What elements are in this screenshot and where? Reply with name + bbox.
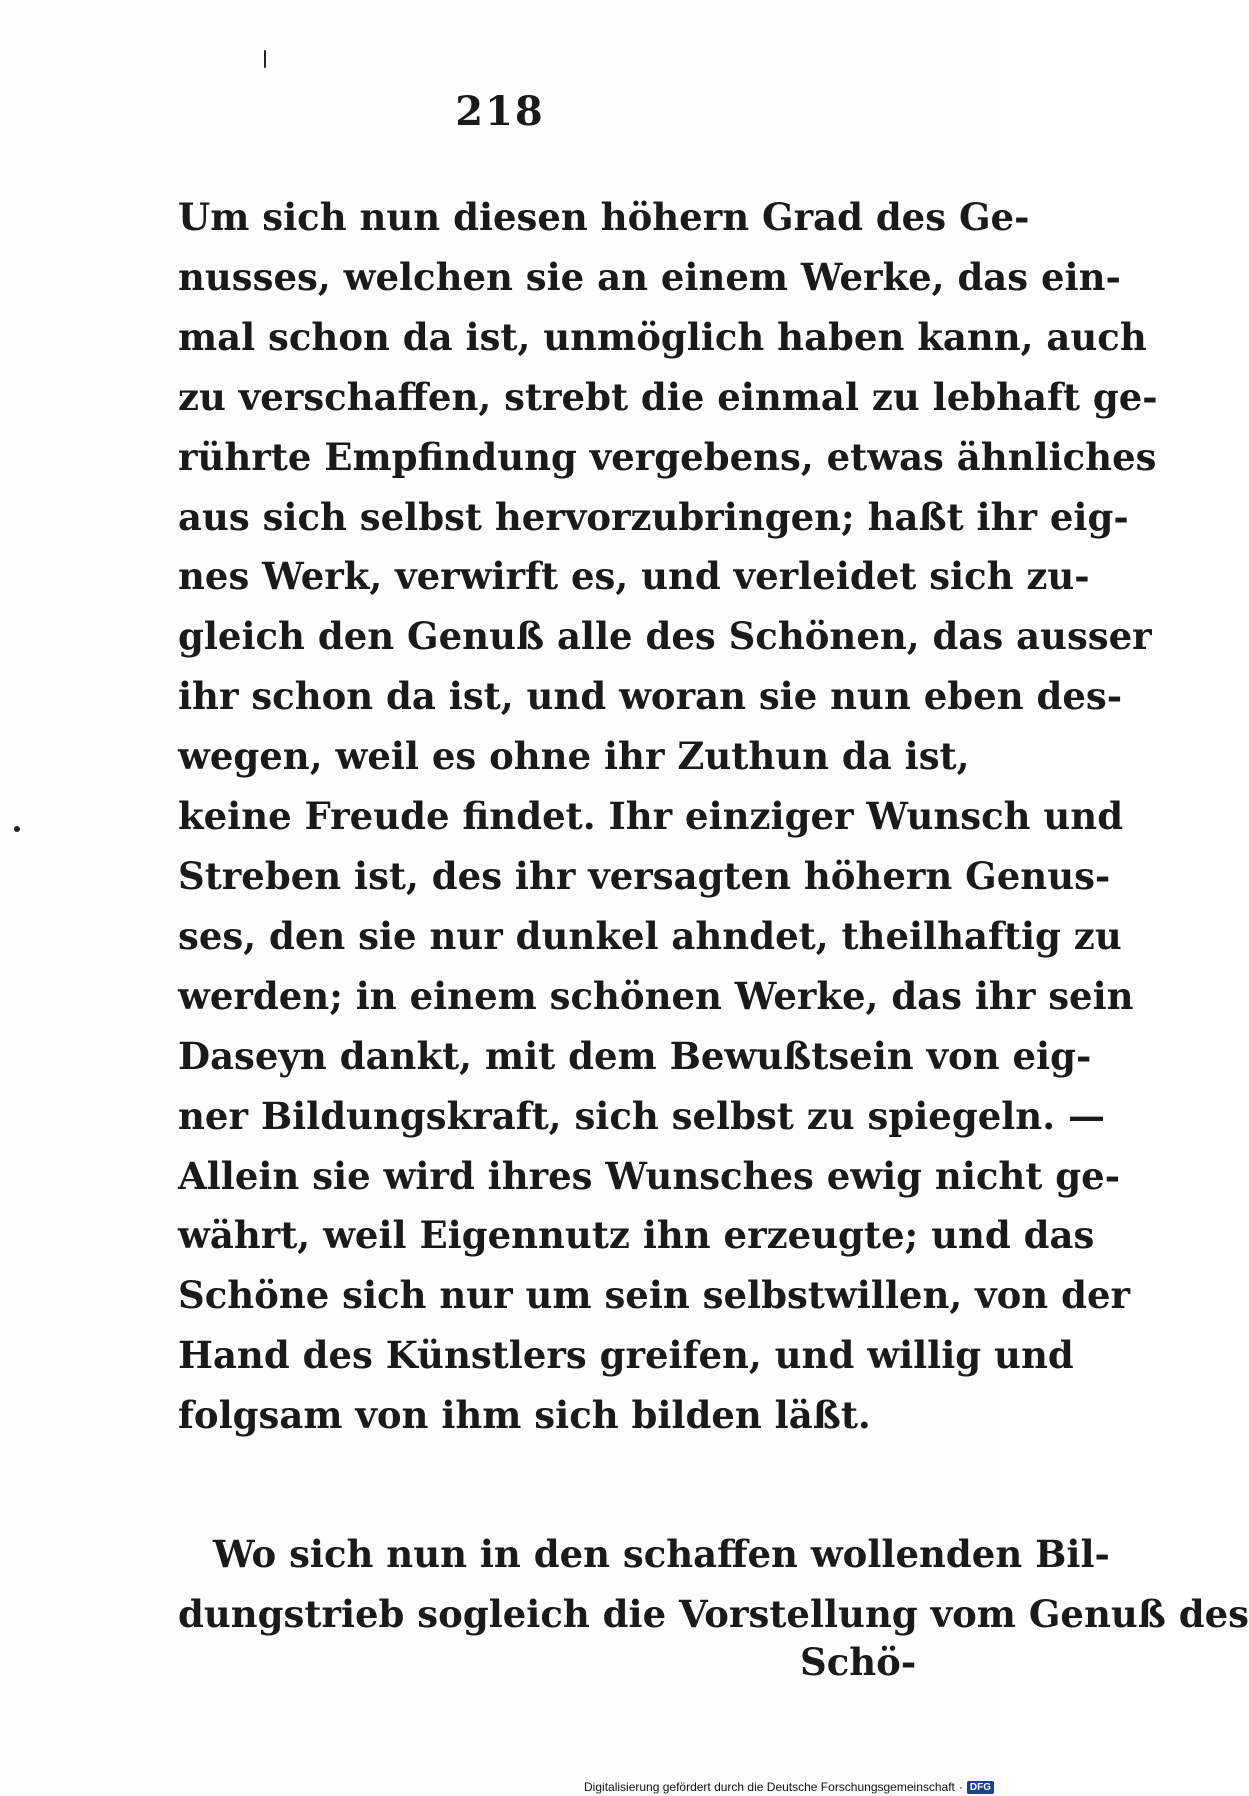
text-line: mal schon da ist, unmöglich haben kann, auch [178, 314, 1147, 359]
text-line: Um sich nun diesen höhern Grad des Ge- [178, 195, 1030, 239]
text-line: wegen, weil es ohne ihr Zuthun da ist, [178, 734, 970, 779]
text-line: ihr schon da ist, und woran sie nun eben des- [178, 674, 1123, 719]
text-line: werden; in einem schönen Werke, das ihr sein [178, 973, 1134, 1018]
text-line: Wo sich nun in den schaffen wollenden Bil- [213, 1532, 1110, 1576]
text-line: nusses, welchen sie an einem Werke, das ein- [178, 254, 1121, 299]
text-line: keine Freude findet. Ihr einziger Wunsch und [178, 794, 1124, 839]
paragraph-1 [178, 188, 1158, 1446]
text-line: Hand des Künstlers greifen, und willig und [178, 1333, 1074, 1378]
catchword: Schö- [800, 1640, 917, 1684]
digitization-footer: Digitalisierung gefördert durch die Deutsche Forschungsgemeinschaft · DFG [584, 1780, 994, 1794]
ink-speck [264, 50, 266, 68]
dfg-logo-icon: DFG [967, 1781, 994, 1794]
text-line: währt, weil Eigennutz ihn erzeugte; und das [178, 1213, 1095, 1258]
text-line: folgsam von ihm sich bilden läßt. [178, 1393, 871, 1438]
text-line: ses, den sie nur dunkel ahndet, theilhaftig zu [178, 913, 1122, 958]
text-line: aus sich selbst hervorzubringen; haßt ihr eig- [178, 494, 1129, 539]
ink-speck [14, 826, 20, 832]
text-line: dungstrieb sogleich die Vorstellung vom Genuß des [178, 1591, 1249, 1636]
text-line: gleich den Genuß alle des Schönen, das ausser [178, 614, 1152, 659]
paragraph-2 [178, 1525, 1249, 1645]
page-number: 218 [455, 88, 545, 135]
text-line: Daseyn dankt, mit dem Bewußtsein von eig- [178, 1033, 1092, 1078]
text-line: Allein sie wird ihres Wunsches ewig nicht ge- [178, 1153, 1121, 1198]
text-line: nes Werk, verwirft es, und verleidet sich zu- [178, 554, 1090, 599]
text-line: zu verschaffen, strebt die einmal zu lebhaft ge- [178, 374, 1158, 419]
footer-text: Digitalisierung gefördert durch die Deutsche Forschungsgemeinschaft [584, 1780, 955, 1794]
text-line: rührte Empfindung vergebens, etwas ähnliches [178, 434, 1157, 479]
text-line: ner Bildungskraft, sich selbst zu spiegeln. — [178, 1093, 1105, 1138]
text-line: Schöne sich nur um sein selbstwillen, von der [178, 1273, 1130, 1318]
text-line: Streben ist, des ihr versagten höhern Genus- [178, 853, 1111, 898]
